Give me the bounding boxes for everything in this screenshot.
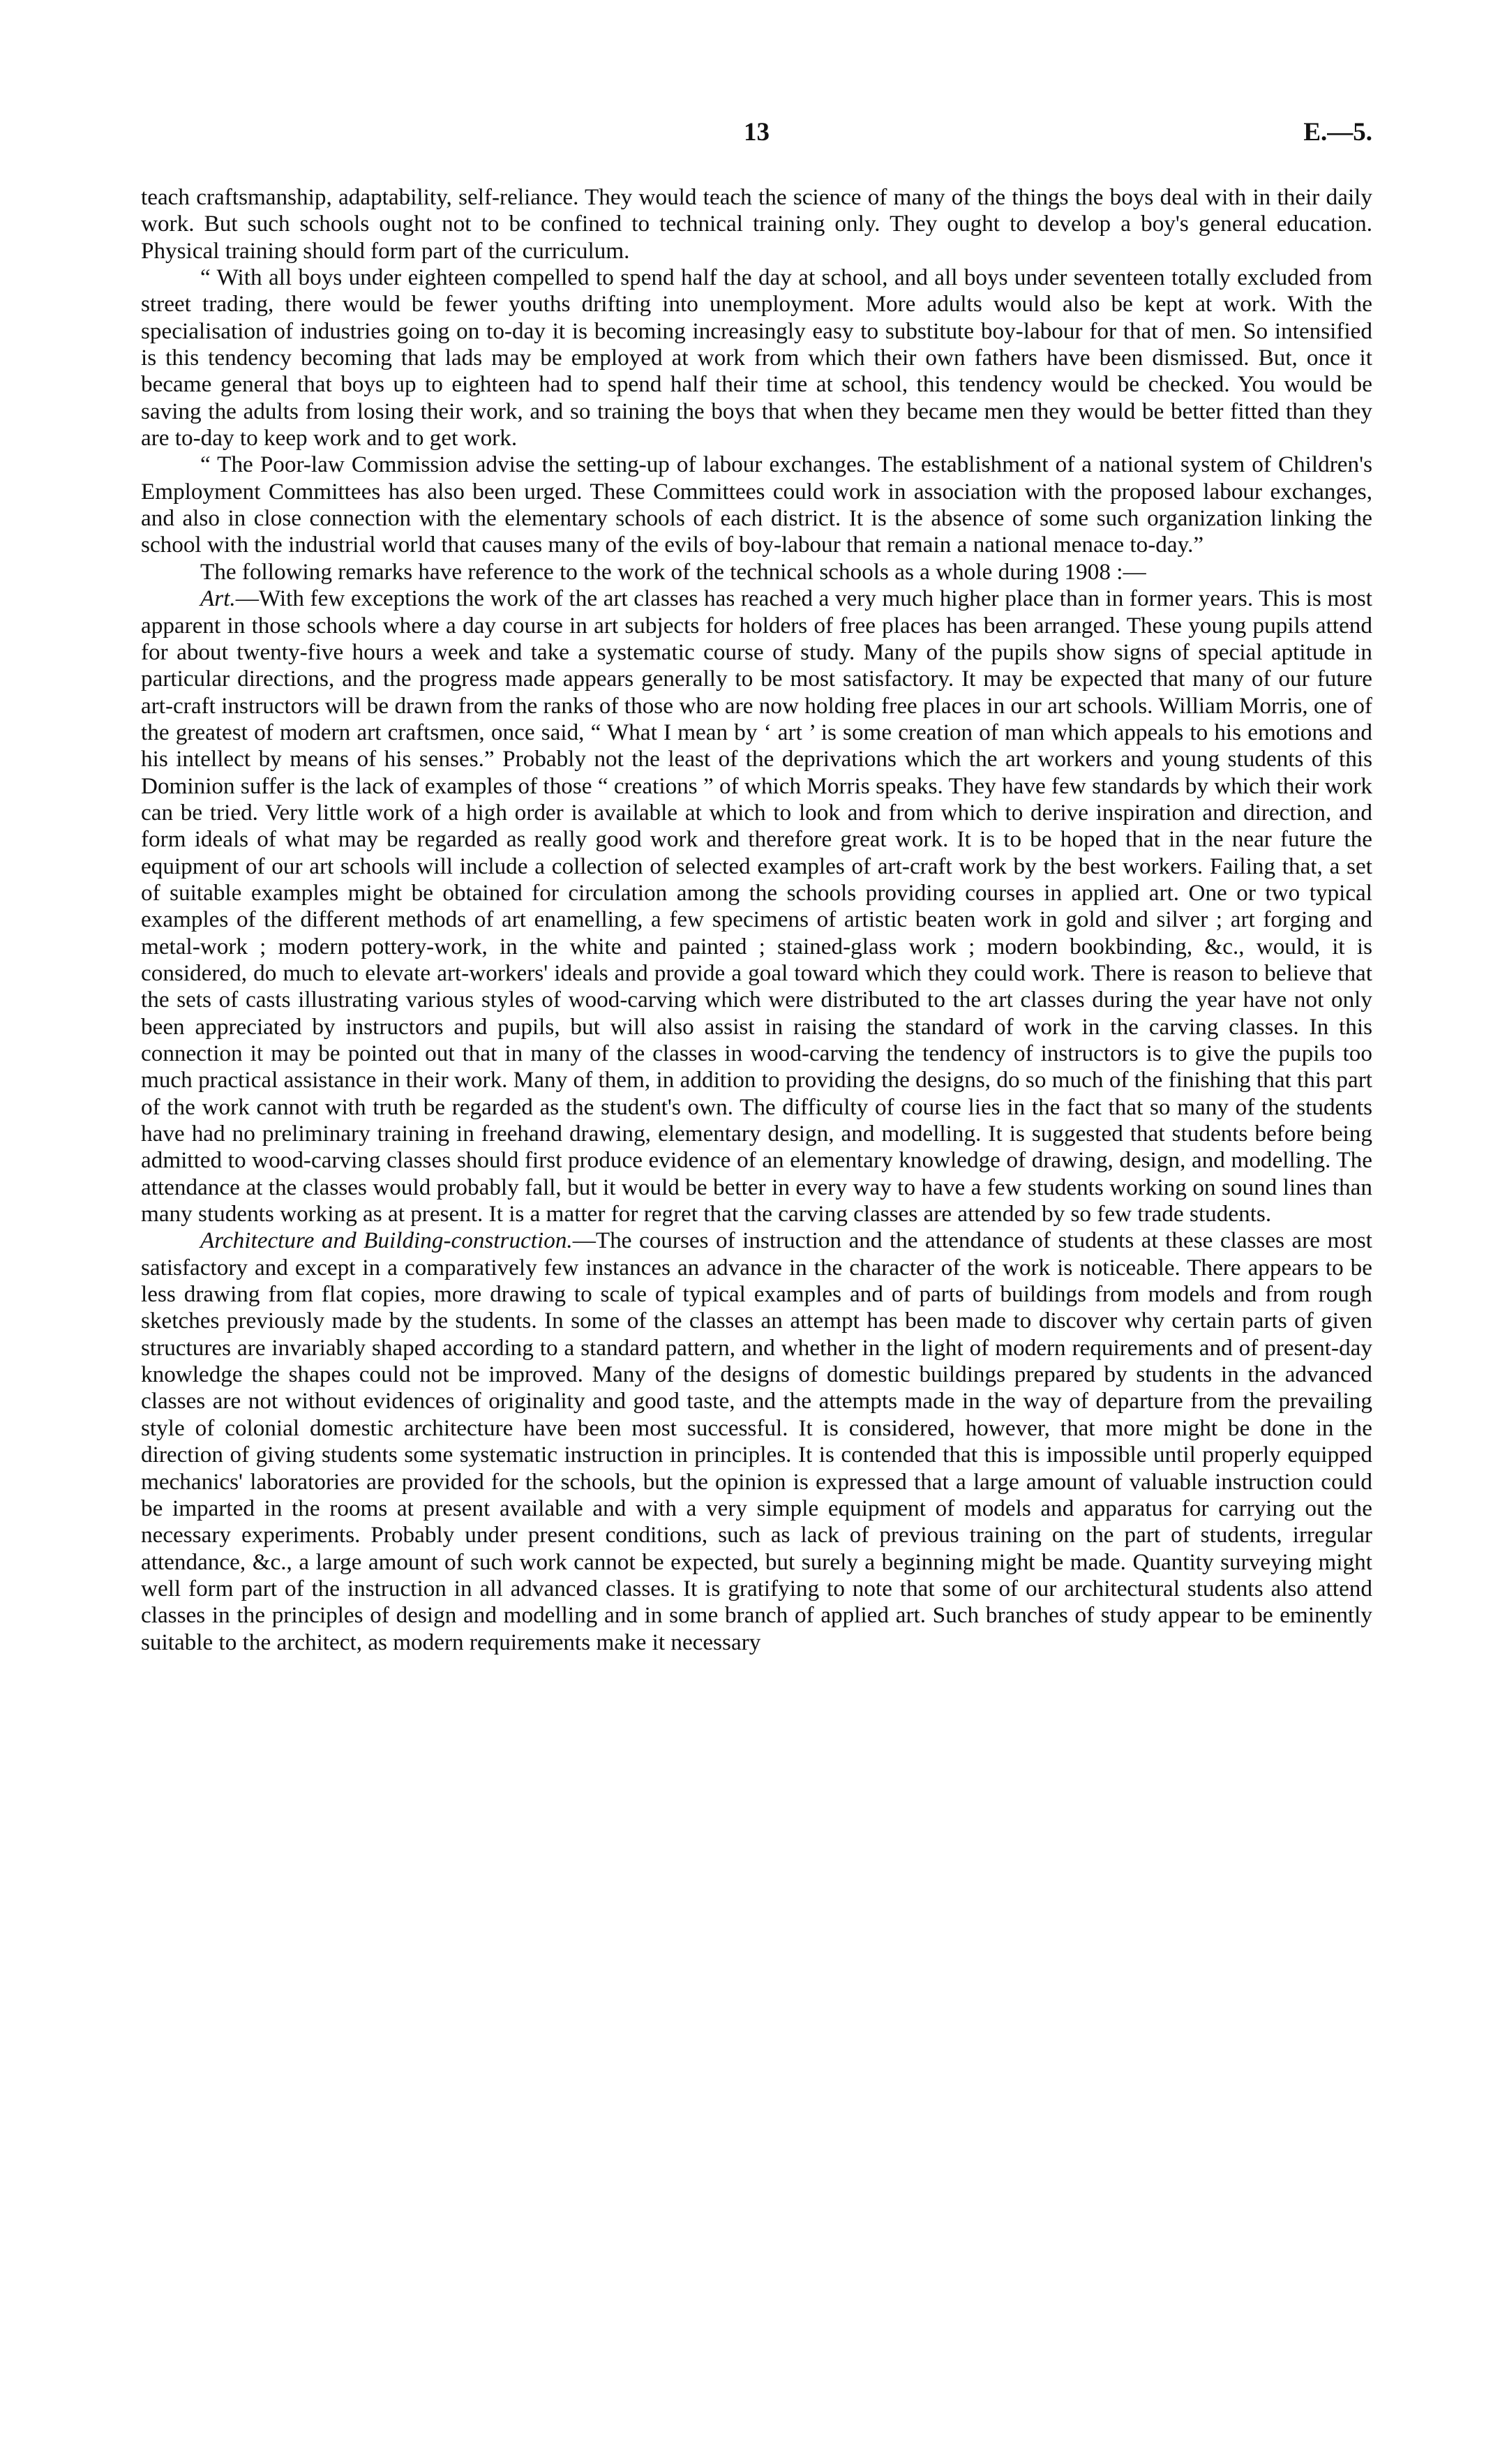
paragraph-architecture-text: —The courses of instruction and the attendance of students at these classes are most satisfactory and except in a comparatively few instances an advance in the character of the work is noticeable. There appears to be less drawing from flat copies, more drawing to scale of typical examples and of parts of buildings from models and from rough sketches previously made by the students. In some of the classes an attempt has been made to discover why certain parts of given structures are invariably shaped according to a standard pattern, and whether in the light of modern requirements and of present-day knowledge the shapes could not be improved. Many of the designs of domestic buildings prepared by students in the advanced classes are not without evidences of originality and good taste, and the attempts made in the way of departure from the prevailing style of colonial domestic architecture have been most successful. It is considered, however, that more might be done in the direction of giving students some systematic instruction in principles. It is contended that this is impossible until properly equipped mechanics' laboratories are provided for the schools, but the opinion is expressed that a large amount of valuable instruction could be imparted in the rooms at present available and with a very simple equipment of models and apparatus for carrying out the necessary experiments. Probably under present conditions, such as lack of previous training on the part of students, irregular attendance, &c., a large amount of such work cannot be expected, but surely a beginning might be made. Quantity surveying might well form part of the instruction in all advanced classes. It is gratifying to note that some of our architectural students also attend classes in the principles of design and modelling and in some branch of applied art. Such branches of study appear to be eminently suitable to the architect, as modern requirements make it necessary xyxy=(141,1227,1372,1655)
paragraph-art xyxy=(141,585,1372,1227)
paragraph-remarks-intro: The following remarks have reference to the work of the technical schools as a whole during 1908 :— xyxy=(200,558,1146,585)
document-reference: E.—5. xyxy=(1303,118,1372,147)
paragraph-quote-poor-law: “ The Poor-law Commission advise the setting-up of labour exchanges. The establishment of a national system of Children's Employment Committees has also been urged. These Committees could work in association with the proposed labour exchanges, and also in close connection with the elementary schools of each district. It is the absence of some such organization linking the school with the industrial world that causes many of the evils of boy-labour that remain a national menace to-day.” xyxy=(141,451,1372,558)
paragraph-quote-boys: “ With all boys under eighteen compelled to spend half the day at school, and all boys under seventeen totally excluded from street trading, there would be fewer youths drifting into unemployment. More adults would also be kept at work. With the specialisation of industries going on to-day it is becoming increasingly easy to substitute boy-labour for that of men. So intensified is this tendency becoming that lads may be employed at work from which their own fathers have been dismissed. But, once it became general that boys up to eighteen had to spend half their time at school, this tendency would be checked. You would be saving the adults from losing their work, and so training the boys that when they became men they would be better fitted than they are to-day to keep work and to get work. xyxy=(141,264,1372,451)
paragraph-art-text: —With few exceptions the work of the art classes has reached a very much higher place than in former years. This is most apparent in those schools where a day course in art subjects for holders of free places has been arranged. These young pupils attend for about twenty-five hours a week and take a systematic course of study. Many of the pupils show signs of special aptitude in particular directions, and the progress made appears generally to be most satisfactory. It may be expected that many of our future art-craft instructors will be drawn from the ranks of those who are now holding free places in our art schools. William Morris, one of the greatest of modern art craftsmen, once said, “ What I mean by ‘ art ’ is some creation of man which appeals to his emotions and his intellect by means of his senses.” Probably not the least of the deprivations which the art workers and young students of this Dominion suffer is the lack of examples of those “ creations ” of which Morris speaks. They have few standards by which their work can be tried. Very little work of a high order is available at which to look and from which to derive inspiration and direction, and form ideals of what may be regarded as really good work and therefore great work. It is to be hoped that in the near future the equipment of our art schools will include a collection of selected examples of art-craft work by the best workers. Failing that, a set of suitable examples might be obtained for circulation among the schools providing courses in applied art. One or two typical examples of the different methods of art enamelling, a few specimens of artistic beaten work in gold and silver ; art forging and metal-work ; modern pottery-work, in the white and painted ; stained-glass work ; modern bookbinding, &c., would, it is considered, do much to elevate art-workers' ideals and provide a goal toward which they could work. There is reason to believe that the sets of casts illustrating various styles of wood-carving which were distributed to the art classes during the year have not only been appreciated by instructors and pupils, but will also assist in raising the standard of work in the carving classes. In this connection it may be pointed out that in many of the classes in wood-carving the tendency of instructors is to give the pupils too much practical assistance in their work. Many of them, in addition to providing the designs, do so much of the finishing that this part of the work cannot with truth be regarded as the student's own. The difficulty of course lies in the fact that so many of the students have had no preliminary training in freehand drawing, elementary design, and modelling. It is suggested that students before being admitted to wood-carving classes should first produce evidence of an elementary knowledge of drawing, design, and modelling. The attendance at the classes would probably fall, but it would be better in every way to have a few students working on sound lines than many students working as at present. It is a matter for regret that the carving classes are attended by so few trade students. xyxy=(141,585,1372,1227)
section-heading-art: Art. xyxy=(200,585,236,612)
section-heading-architecture: Architecture and Building-construction. xyxy=(200,1227,573,1254)
body-text xyxy=(141,184,1372,1656)
page-number: 13 xyxy=(744,118,770,147)
paragraph-continuation: teach craftsmanship, adaptability, self-reliance. They would teach the science of many of the things the boys deal with in their daily work. But such schools ought not to be confined to technical training only. They ought to develop a boy's general education. Physical training should form part of the curriculum. xyxy=(141,184,1372,264)
page-header xyxy=(141,117,1372,152)
paragraph-architecture xyxy=(141,1227,1372,1656)
